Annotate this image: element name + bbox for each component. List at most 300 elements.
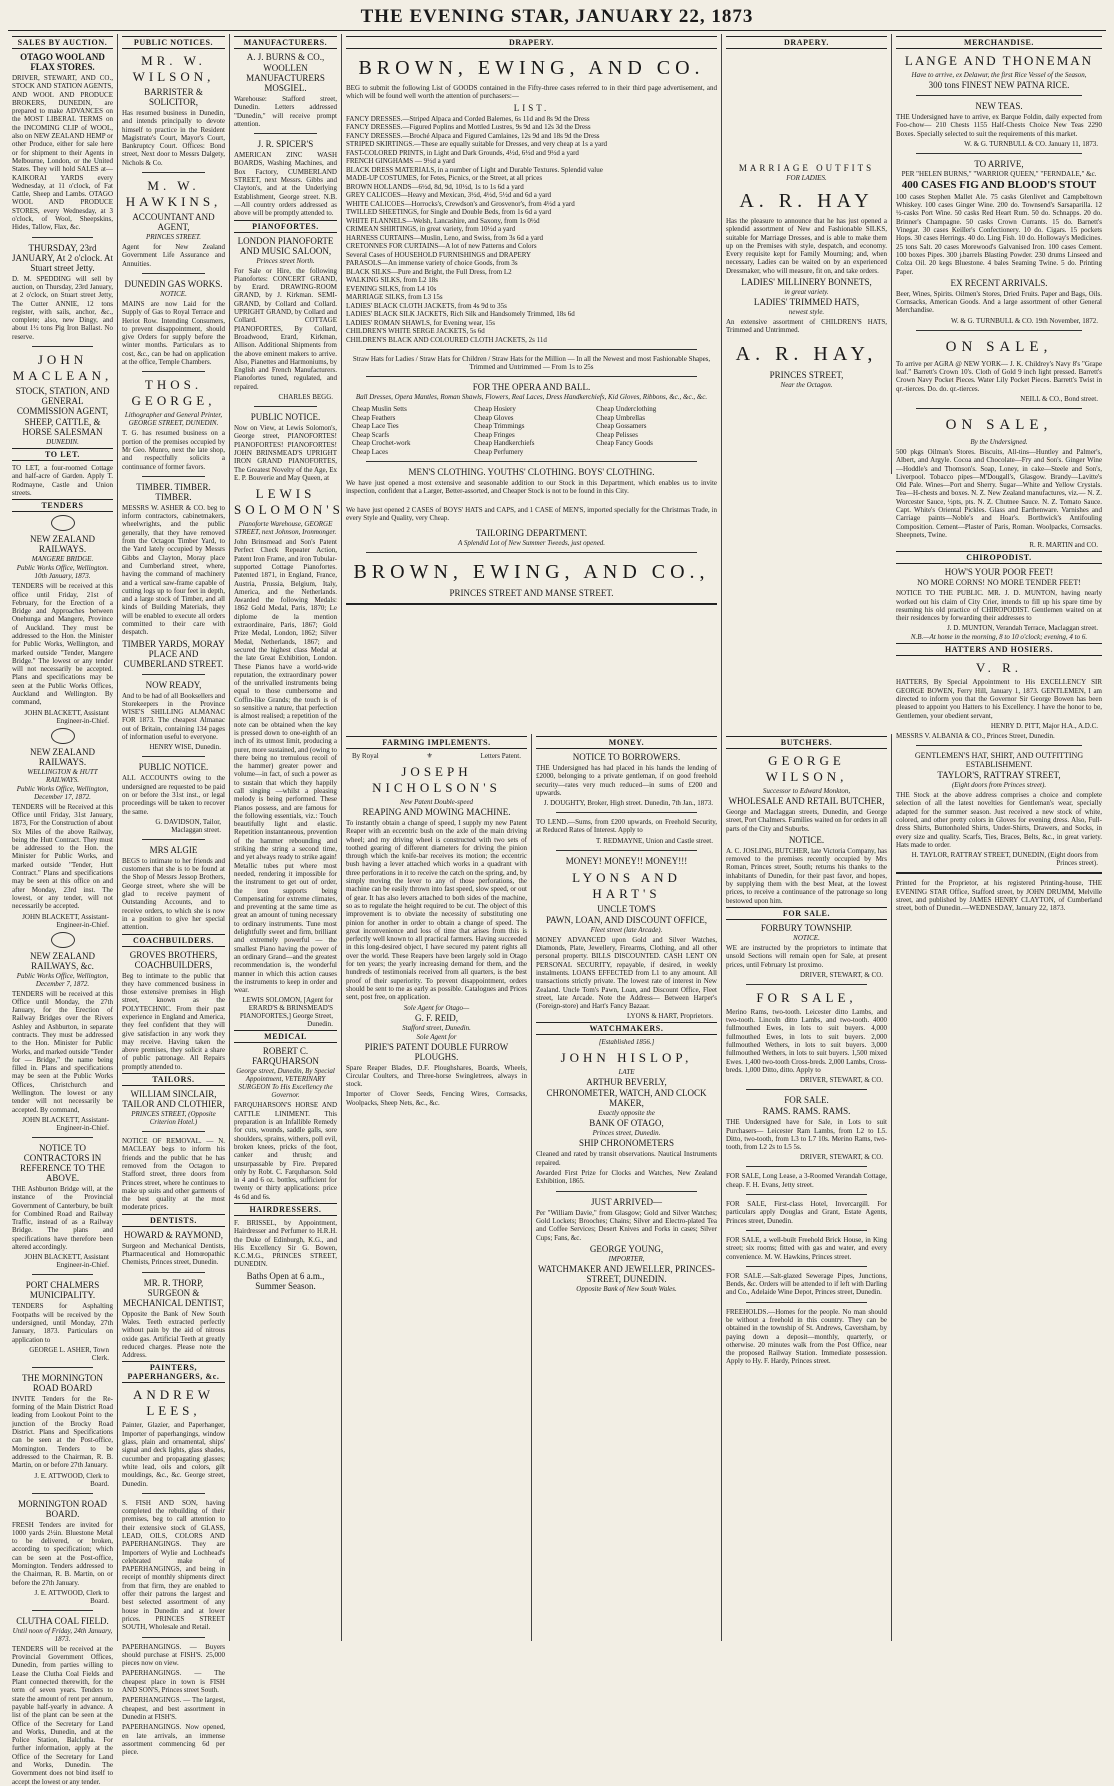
tender-body: TENDERS will be Received at this Office until Friday, 31st January, 1873, For the Construction of about Six Miles of the above Railway, being the Hutt Contract. They must be addressed to the Hon. the Minister for Public Works, and marked outside "Tender, Hutt Contract." Plans and specifications may be seen at this office on and after Monday, 23rd inst. The lowest, or any tender, will not necessarily be accepted. — [12, 802, 113, 911]
list-title: LIST. — [513, 102, 550, 113]
ad-title: NEW TEAS. — [975, 101, 1023, 111]
ad-subtitle: By the Undersigned. — [970, 437, 1028, 446]
divider — [142, 1637, 205, 1638]
ad-body: A. C. JOSLING, BUTCHER, late Victoria Company, has removed to the premises recently occupied by Mrs Roman, Princes street, South; returns his thanks to the inhabitants of Dunedin, for their past favor, and hopes, by supplying them with the best Meat, at the lowest prices, to receive a continuance of the patronage so long bestowed upon him. — [726, 846, 887, 905]
goods-list-item: FANCY DRESSES.—Striped Alpaca and Corded Balernes, 6s 11d and 8s 9d the Dress — [346, 114, 590, 123]
divider — [346, 603, 717, 605]
goods-list-item: STRIPED SKIRTINGS.—These are equally suitable for Dresses, and very cheap at 1s a yard — [346, 140, 608, 149]
tender-title: PORT CHALMERS MUNICIPALITY. — [25, 1280, 100, 1301]
ad-title: A. J. BURNS & CO., — [246, 52, 325, 62]
ad-subtitle: ARTHUR BEVERLY, — [586, 1077, 667, 1088]
tender-subtitle: MANGERE BRIDGE. — [31, 555, 94, 564]
divider — [142, 273, 205, 274]
section-header: MEDICAL — [234, 1030, 337, 1043]
goods-list-item: LADIES' BLACK CLOTH JACKETS, from 4s 9d to 35s — [346, 301, 507, 310]
ad-body: TO LEND.—Sums, from £200 upwards, on Freehold Security, at Reduced Rates of Interest. Apply to — [536, 818, 717, 835]
ad-body: An extensive assortment of CHILDREN'S HATS, Trimmed and Untrimmed. — [726, 318, 887, 335]
ad-title: LEWIS SOLOMON'S — [234, 486, 344, 518]
ad-subtitle: PRINCES STREET, — [769, 369, 844, 380]
ad-title: JUST ARRIVED— — [590, 1196, 663, 1207]
ad-body: S. FISH AND SON, having completed the rebuilding of their premises, beg to call attention to their extensive stock of GLASS, LEAD, OILS, COLORS AND PAPERHANGINGS. They are Importers of Wylie and Lochhead's celebrated make of PAPERHANGINGS, and being in receipt of monthly shipments direct from that firm, they are enabled to offer their patrons the largest and best selected assortment of any house in Dunedin and at lower prices. PRINCES STREET SOUTH, Wholesale and Retail. — [122, 1498, 225, 1632]
ad-body: Painter, Glazier, and Paperhanger, Importer of paperhangings, window glass, plain and ornamental, ships' signal and deck lights, glass shades, cucumber and propagating glasses; white lead, oils and colors, gilt mouldings, &c., &c. George street, Dunedin. — [122, 1421, 225, 1488]
ad-subtitle: STOCK, STATION, AND GENERAL COMMISSION AGENT, — [15, 386, 110, 417]
ad-line: LADIES' TRIMMED HATS, — [753, 297, 860, 308]
ad-signature: W. & G. TURNBULL & CO. 19th November, 1872. — [950, 316, 1098, 325]
ad-body: Merino Rams, two-tooth. Leicester ditto Lambs, and two-tooth. Lincoln ditto Lambs, and two-tooth. 4000 fullmouthed Ewes, in lots to suit buyers. 4,000 fullmouthed Ewes, in lots to suit buyers. 2,000 fullmouthed Wethers, in lots to suit buyers. 3,000 fullmouthed Wethers, in lots to suit buyers. 1,500 mixed Ewes. 1,400 two-tooth Cross-breds. 2,000 Lambs, Cross-breds. 1,000 Ditto, ditto. Apply to — [726, 1007, 887, 1074]
ad-title: MRS ALGIE — [149, 844, 198, 855]
ad-signature: DRIVER, STEWART, & CO. — [799, 1076, 883, 1085]
goods-list-item: MADE-UP COSTUMES, for Fetes, Picnics, or the Street, at all prices — [346, 174, 543, 183]
divider — [746, 1194, 867, 1195]
tender-signature: GEORGE L. ASHER, Town Clerk. — [29, 1345, 109, 1362]
ad-body: AMERICAN ZINC WASH BOARDS, Washing Machines, and Box Factory, CUMBERLAND STREET, next Messrs. Gibbs and Clayton's, and at the Underlying Establishment, George street. N.B.—All country orders addressed as above will be promptly attended to. — [234, 151, 337, 218]
tender-title: THE MORNINGTON ROAD BOARD — [21, 1372, 104, 1393]
ad-signature: DRIVER, STEWART, & CO. — [799, 970, 883, 979]
cheap-list: Cheap Muslin Setts Cheap Feathers Cheap Lace Ties Cheap Scarfs Cheap Crochet-work Cheap Laces — [352, 405, 411, 456]
ad-body: Spare Reaper Blades, D.F. Ploughshares, Boards, Wheels, Circular Coulters, and Three-horse Swingletrees, always in stock. — [346, 1063, 527, 1089]
divider — [32, 346, 93, 347]
ad-line: 300 tons FINEST NEW PATNA RICE. — [928, 80, 1070, 90]
goods-list-item: CRIMEAN SHIRTINGS, in great variety, from 10½d a yard — [346, 225, 516, 234]
goods-list-item: WALKING SILKS, from L2 18s — [346, 276, 438, 285]
ad-title: PUBLIC NOTICE. — [250, 412, 321, 423]
tender-body: FRESH Tenders are invited for 1000 yards 2½in. Bluestone Metal to be delivered, or broken, according to specification; which can be seen at the Post-office, Mornington. Tenders addressed to the Chairman, R. B. Martin, on or before the 27th January. — [12, 1520, 113, 1587]
ad-title: MONEY! MONEY!! MONEY!!! — [565, 855, 688, 866]
goods-list-item: CRETONNES FOR CURTAINS—A lot of new Patterns and Colors — [346, 242, 537, 251]
ad-title: ANDREW LEES, — [132, 1387, 215, 1419]
tender-body: TENDERS will be received at this Office until Monday, the 27th January, for the Erection of Railway Bridges over the Rivers Ashley and Ashburton, in separate contracts. They must be addressed to the Hon. Minister for Public Works, and marked outside "Tender for — Bridge," the name being filled in. Plans and specifications may be seen at the Public Works Offices, Christchurch and Wellington. The lowest or any tender will not necessarily be accepted. By command, — [12, 989, 113, 1114]
goods-list-item: FANCY DRESSES.—Broché Alpaca and Figured Camlaines, 12s 9d and 18s 9d the Dress — [346, 131, 600, 140]
ad-signature: T. REDMAYNE, Union and Castle street. — [595, 836, 713, 845]
ad-line: LADIES' MILLINERY BONNETS, — [741, 277, 872, 288]
ad-title: DUNEDIN GAS WORKS. — [124, 278, 223, 289]
goods-list-item: Several Cases of HOUSEHOLD FURNISHINGS and DRAPERY — [346, 250, 532, 259]
opera-title: FOR THE OPERA AND BALL. — [472, 382, 591, 393]
section-header: BUTCHERS. — [726, 736, 887, 749]
section-header: PAINTERS, PAPERHANGERS, &c. — [122, 1361, 225, 1383]
ad-title: HOW'S YOUR POOR FEET! — [944, 567, 1054, 578]
ad-title: THURSDAY, 23rd JANUARY, At 2 o'clock. At Stuart street Jetty. — [12, 242, 113, 273]
ad-title: GENTLEMEN'S HAT, SHIRT, AND OUTFITTING ESTABLISHMENT. — [914, 751, 1084, 770]
ad-title: FORBURY TOWNSHIP. — [760, 922, 853, 933]
divider — [366, 552, 697, 553]
imprint: Printed for the Proprietor, at his registered Printing-house, THE EVENING STAR Office, Stafford street, by JOHN DRUMM, Melville street, and published by JAMES HENRY CLAYTON, of Cumberland street, both of Dunedin.—WEDNESDAY, January 22, 1873. — [896, 879, 1102, 913]
column-2 — [118, 34, 230, 1757]
divider — [746, 1166, 867, 1167]
divider — [916, 408, 1082, 409]
column-money — [532, 734, 722, 1641]
section-header: MERCHANDISE. — [896, 36, 1102, 49]
divider — [366, 461, 697, 462]
tender-date: Until noon of Friday, 24th January, 1873. — [12, 1626, 113, 1643]
ad-place: Opposite Bank of New South Wales. — [576, 1284, 677, 1293]
ad-subtitle: PAWN, LOAN, AND DISCOUNT OFFICE, — [545, 914, 708, 925]
tender-title: NEW ZEALAND RAILWAYS. — [29, 746, 96, 767]
ad-title: BROWN, EWING, AND CO., — [353, 561, 710, 584]
ad-body: John Brinsmead and Son's Patent Perfect Check Repeater Action, Patent Iron Frame, and iron Tubular-supported Cottage Pianofortes. Patented 1871, in England, France, Austria, Prussia, Belgium, Italy, America, and the Netherlands. Awarded the following Medals: 1862 Gold Medal, Paris, 1870; Le diplome de la mention extraordinaire, Paris, 1867; Gold Prize Medal, London, 1862; Silver Medal, Netherlands, 1867; and secured the highest class Medal at the late Great Exhibition, London. These Pianos have a world-wide reputation, the extraordinary power of the unrivalled instruments being equal to those cumbersome and Coffin-like Grands; the touch is of so sensitive a nature, that perfection is almost realised; a repetition of the note can be obtained when the key is pressed down to one-eighth of an inch of its utmost limit, producing a purer, more sustained, and (owing to there being no tremulous recoil of the hammer) greater power and volume—in fact, of such a power as to sustain that which they happily call singing —whilst a pleasing melody is being performed. These Pianos possess, and are famous for the following essentials, viz.: Touch beautifully light and elastic. Repetition instantaneous, prevention of the hammer rebounding and striking the string a second time, and yet always ready to strike again! Metallic tubes put where most needed, rendering it impossible for the instrument to get out of order, the iron supports being Compensating for extreme climates, and preventing at the same time as great an amount of tuning necessary to ordinary instruments. Tune most delightfully sweet and firm, brilliant and extremely powerful — the smallest Piano having the power of an ordinary Grand—and the greatest recommendation is, the wonderful manner in which this action causes the instruments to keep in order and wear. — [234, 538, 337, 995]
ad-body: T. G. has resumed business on a portion of the premises occupied by Mr Geo. Munro, next the late shop, and respectfully solicits a continuance of former favors. — [122, 429, 225, 471]
ad-body: TO LET, a four-roomed Cottage and half-acre of Garden. Apply T. Rodmayne, Castle and Union streets. — [12, 464, 113, 497]
ad-subtitle: PER "HELEN BURNS," "WARRIOR QUEEN," "FERNDALE," &c. — [901, 169, 1097, 178]
ad-subtitle: Have to arrive, ex Delawur, the first Rice Vessel of the Season, — [911, 71, 1087, 79]
ad-subtitle: PRINCES STREET, (Opposite Criterion Hotel.) — [131, 1110, 216, 1127]
divider — [142, 756, 205, 757]
goods-list-item: BLACK SILKS—Pure and Bright, the Full Dress, from L2 — [346, 267, 512, 276]
divider — [896, 872, 1102, 874]
section-header: PIANOFORTES. — [234, 220, 337, 233]
ad-line: in great variety. — [784, 288, 829, 297]
ad-subtitle: (Eight doors from Princes street). — [951, 781, 1047, 790]
section-header: PUBLIC NOTICES. — [122, 36, 225, 49]
tender-signature: JOHN BLACKETT, Assistant Engineer-in-Chief. — [24, 708, 109, 725]
divider — [142, 839, 205, 840]
ad-title: A. R. HAY, — [735, 342, 878, 365]
ad-subtitle: BARRISTER & SOLICITOR, — [144, 87, 203, 107]
ad-body: DRIVER, STEWART, AND CO., STOCK AND STATION AGENTS, AND WOOL AND PRODUCE BROKERS, DUNEDIN, are prepared to make ADVANCES on the MOST LIBERAL TERMS on the INCOMING CLIP of WOOL, also on NEW ZEALAND HEMP or other Produce, either for sale here or for shipment to their Agents in Melbourne, London, or the United States. They will hold SALES at— KAIKORAI YARDS every Wednesday, at 11 o'clock, of Fat Cattle, Sheep and Lambs. OTAGO WOOL AND PRODUCE STORES, every Wednesday, at 3 o'clock, of Wool, Sheepskins, Hides, Tallow, Flax, &c. — [12, 74, 113, 232]
ad-title: BROWN, EWING, AND CO. — [358, 57, 705, 79]
ad-title: A. R. HAY — [739, 190, 874, 212]
ad-body: Cleaned and rated by transit observations. Nautical Instruments repaired. — [536, 1150, 717, 1167]
ad-subtitle: PRINCES STREET AND MANSE STREET. — [449, 588, 614, 599]
ad-tail: N.B.—At home in the morning, 8 to 10 o'clock; evening, 4 to 6. — [910, 633, 1088, 642]
goods-list-item: MARRIAGE SILKS, from L3 15s — [346, 293, 443, 302]
ad-line: newest style. — [788, 308, 825, 317]
ad-body: 100 cases Stephen Mallet Ale. 75 casks Glenlivet and Campbeltown Whiskey. 100 cases Ginger Wine. 200 do. Townsend's Sarsaparilla. 12 ½-casks Port Wine. 50 casks Red Heart Rum. 50 do. Schnapps. 20 do. Brinner's Champagne. 50 casks Crown Currants. 15 do. Barnett's Vinegar. 30 cases Keiller's Confectionery. 10 do. Cigars. 15 pockets Hops. 30 cases Herrings. 40 do. Ling Fish. 10 do. Holloway's Medicines. 25 tons Salt. 20 cases Morewood's Galvanised Iron. 100 cases Cement. 100 boxes Pipes. 300 j.barrels Blasting Powder. 230 drums Linseed and Colza Oil. 20 kegs Bluestone. 4 bales Seaming Twine. 5 do. Printing Paper. — [896, 192, 1102, 276]
section-header: DRAPERY. — [346, 36, 717, 49]
tender-body: TENDERS will be received at the Provincial Government Offices, Dunedin, from parties willing to Lease the Clutha Coal Fields and Plant connected therewith, for the term of seven years. Tenders to state the amount of rent per annum, payable half-yearly in advance. A list of the plant can be seen at the Office of the Secretary for Land and Works, Dunedin, and at the Police Station, Balclutha. For further information, apply at the Office of the Secretary for Land and Works, Dunedin. The Government does not bind itself to accept the lowest or any tender. — [12, 1644, 113, 1786]
ad-body: FOR SALE, First-class Hotel, Invercargill. For particulars apply Douglas and Grant, Estate Agents, Princes street, Dunedin. — [726, 1200, 887, 1225]
agent-label: Sole Agent for Otago— — [403, 1003, 470, 1012]
divider — [32, 1367, 93, 1368]
tender-body: THE Ashburton Bridge will, at the instance of the Provincial Government of Canterbury, be built for Combined Road and Railway Traffic, instead of as a Railway Bridge. The plans and specifications have therefore been altered accordingly. — [12, 1184, 113, 1252]
cheap-list: Cheap Underclothing Cheap Umbrellas Cheap Gossamers Cheap Pelisses Cheap Fancy Goods — [596, 405, 657, 448]
goods-list-item: WHITE FLANNELS—Welsh, Lancashire, and Saxony, from 1s 0½d — [346, 216, 540, 225]
tender-signature: J. E. ATTWOOD, Clerk to Board. — [34, 1471, 109, 1488]
ad-subtitle: CHRONOMETER, WATCH, AND CLOCK MAKER, — [546, 1088, 707, 1109]
agent-label: Sole Agent for — [416, 1032, 457, 1041]
section-header: TO LET. — [12, 448, 113, 461]
ad-title: NOTICE TO BORROWERS. — [572, 752, 681, 762]
tender-title: CLUTHA COAL FIELD. — [16, 1615, 109, 1626]
ad-signature: LYONS & HART, Proprietors. — [626, 1012, 713, 1021]
ad-body: FOR SALE.—Salt-glazed Sewerage Pipes, Junctions, Bends, &c. Orders will be attended to if left with Darling and Co., Adelaide Wine Depot, Princes street, Dunedin. — [726, 1271, 887, 1297]
tender-body: INVITE Tenders for the Re-forming of the Main District Road leading from Lookout Point to the junction of the Brocky Road District. Plans and Specifications can be seen at the Post-office, Mornington. Tenders to be addressed to the Chairman, R. B. Martin, on or before 27th January. — [12, 1394, 113, 1470]
tender-body: TENDERS will be received at this office until Friday, 21st of February, for the Erection of a Bridge and Approaches between Onehunga and Mangere, Province of Auckland. They must be addressed to the Hon. the Minister for Public Works, Wellington, and marked outside "Tender, Mangere Bridge." The lowest or any tender will not necessarily be accepted. Plans and specifications may be seen at the Public Works Offices, Auckland and Wellington. By command, — [12, 582, 113, 707]
divider — [32, 1274, 93, 1275]
ad-subtitle: George street, Dunedin, By Special Appointment, VETERINARY SURGEON To His Excellency the Governor. — [236, 1067, 335, 1100]
ad-title: NOW READY, — [145, 679, 202, 690]
ad-title: J. R. SPICER'S — [257, 139, 314, 150]
agent-name: G. F. REID, — [414, 1012, 459, 1023]
divider — [254, 133, 317, 134]
goods-list-item: HARNESS CURTAINS—Muslin, Leno, and Swiss, from 3s 6d a yard — [346, 233, 543, 242]
divider — [366, 349, 697, 350]
tender-date: Public Works Office, Wellington, December 7, 1872. — [16, 971, 109, 988]
ad-body: Opposite the Bank of New South Wales. Teeth extracted perfectly without pain by the aid of nitrous oxide gas. Artificial Teeth at greatly reduced charges. Please note the Address. — [122, 1309, 225, 1360]
goods-list-item: FAST-COLORED PRINTS, in Light and Dark Grounds, 4½d, 6½d and 9½d a yard — [346, 148, 579, 157]
goods-list-item: PARASOLS—An immense variety of choice Goods, from 3s — [346, 259, 518, 268]
ad-subtitle: Princes street North. — [256, 256, 315, 265]
divider — [254, 406, 317, 407]
opera-body: Ball Dresses, Opera Mantles, Roman Shawls, Flowers, Real Laces, Dress Handkerchiefs, Kid Gloves, Ribbons, &c., &c., &c. — [355, 393, 708, 402]
goods-list-item: LADIES' ROMAN SHAWLS, for Evening wear, 15s — [346, 318, 495, 327]
ad-signature: CHARLES BEGG. — [278, 393, 333, 402]
ad-headline: 400 CASES FIG AND BLOOD'S STOUT — [901, 178, 1097, 191]
ad-body: To instantly obtain a change of speed, I supply my new Patent Reaper with an eccentric bush on the axle of the main driving wheel; and my driving wheel is constructed with two sets of toothed gearing of different diameters for driving the pinion through which the knife-bar receives its motion; the eccentric bush having a lever attached which works in a quadrant with three perforations in it to receive the catch on the spring, and, by simply moving the lever to any of those perforations, the machine can be easily thrown into fast speed, slow speed, or out of gear. It has also levers attached to both sides of the machine, so as to regulate the height required to be cut. The object of this improvement is to obviate the necessity of substituting one pinion for another in order to obtain a change of speed. The great inconvenience and loss of time that arises from this is perfectly well known to all practical farmers. Having succeeded in this long-desired object, I have secured my patent rights all over the world. These Reapers have been largely sold in Otago for ten years; the yearly increasing demand for them, and the hundreds of testimonials received from all quarters, is the best proof of their superiority. To prevent disappointment, orders should be sent to me as early as possible. Catalogues and Prices sent, post free, on application. — [346, 819, 527, 1002]
ad-place: Princes street, Dunedin. — [592, 1129, 661, 1138]
ad-subtitle: FOR LADIES. — [786, 174, 827, 182]
divider — [746, 1089, 867, 1090]
ad-subtitle: Successor to Edward Monkton, — [762, 787, 851, 795]
ad-body: FOR SALE, a well-built Freehold Brick House, in King street; six rooms; fitted with gas and water, and every convenience. M. W. Hawkins, Princes street. — [726, 1235, 887, 1261]
section-header: HAIRDRESSERS. — [234, 1203, 337, 1216]
ad-title: JOHN MACLEAN, — [12, 352, 113, 384]
ad-signature: HENRY WISE, Dunedin. — [149, 743, 221, 752]
ad-signature: R. R. MARTIN and CO. — [1029, 541, 1098, 550]
ad-body: NOTICE OF REMOVAL. — N. MACLEAY begs to inform his friends and the public that he has removed from the Octagon to Stafford street, three doors from Princes street, where he continues to make up suits and other garments of the best quality at the most moderate prices. — [122, 1137, 225, 1212]
tailoring-body: A Splendid Lot of New Summer Tweeds, just opened. — [457, 539, 606, 548]
divider — [916, 153, 1082, 154]
ad-title: MARRIAGE OUTFITS — [738, 163, 875, 173]
goods-list-item: TWILLED SHEETINGS, for Single and Double Beds, from 1s 6d a yard — [346, 208, 552, 217]
tender-subtitle: WELLINGTON & HUTT RAILWAYS. — [27, 767, 98, 784]
ad-subtitle: SHEEP, CATTLE, & HORSE SALESMAN — [22, 417, 103, 438]
ad-title: ROBERT C. FARQUHARSON — [252, 1046, 319, 1067]
column-1 — [8, 34, 118, 1786]
ad-signature: LEWIS SOLOMON, [Agent for ERARD'S & BRINSMEAD'S PIANOFORTES,] George Street, Dunedin. — [239, 996, 333, 1029]
ad-body: HATTERS, By Special Appointment to His EXCELLENCY SIR GEORGE BOWEN, Ferry Hill, January 1, 1873. GENTLEMEN, I am directed to inform you that the Governor Sir George Bowen has been pleased to appoint you Hatters to his Excellency. I have the honor to be, Gentlemen, your obedient servant, — [896, 678, 1102, 720]
section-header: CHIROPODIST. — [896, 551, 1102, 564]
ad-title: THOS. GEORGE, — [131, 377, 216, 409]
tender-signature: JOHN BLACKETT, Assistant Engineer-in-Chief. — [24, 1253, 109, 1270]
divider — [916, 330, 1082, 331]
divider — [746, 1302, 867, 1303]
ad-body: Agent for New Zealand Government Life Assurance and Annuities. — [122, 243, 225, 268]
cheap-list: Cheap Hosiery Cheap Gloves Cheap Trimmings Cheap Fringes Cheap Handkerchiefs Cheap Perfumery — [474, 405, 535, 456]
royal-crest-icon — [51, 932, 75, 948]
ad-title: M. W. HAWKINS, — [125, 178, 222, 210]
ad-body: Warehouse: Stafford street, Dunedin. Letters addressed "Dunedin," will receive prompt attention. — [234, 95, 337, 128]
ad-signature: J. DOUGHTY, Broker, High street. Dunedin, 7th Jan., 1873. — [543, 799, 713, 808]
ad-body: PAPERHANGINGS. — The largest, cheapest, and best assortment in Dunedin at FISH'S. — [122, 1696, 225, 1721]
ad-body: And to be had of all Booksellers and Storekeepers in the Province WISE'S SHILLING ALMANAC FOR 1873. The cheapest Almanac out of Britain, containing 134 pages of information useful to everyone. — [122, 691, 225, 742]
section-header: SALES BY AUCTION. — [12, 36, 113, 49]
ad-title: ON SALE, — [945, 338, 1053, 355]
ad-tail: Baths Open at 6 a.m., Summer Season. — [246, 1270, 325, 1291]
divider — [142, 674, 205, 675]
ad-title: GROVES BROTHERS, COACHBUILDERS, — [129, 949, 218, 970]
ad-title: NOTICE. — [788, 834, 825, 845]
divider — [916, 95, 1082, 96]
divider — [916, 745, 1082, 746]
ad-body: Importer of Clover Seeds, Fencing Wires, Cornsacks, Woolpacks, Sheep Nets, &c., &c. — [346, 1090, 527, 1107]
ad-body: FARQUHARSON'S HORSE AND CATTLE LINIMENT. This preparation is an Infallible Remedy for cuts, wounds, saddle galls, sore shoulders, sprains, withers, poll evil, broken knees, pricks of the foot, canker and thrush; and unsurpassable by Fire. Prepared only by Robt. C. Farquharson. Sold in 4 and 6 oz. bottles, sufficient for twenty or thirty applications: price 4s 6d and 6s. — [234, 1101, 337, 1201]
ad-body: THE Undersigned has had placed in his hands the lending of £2000, belonging to a private gentleman, if on good freehold security—rates very much reduced—in sums of £200 and upwards. — [536, 764, 717, 797]
established: [Established 1856.] — [598, 1038, 655, 1047]
ad-body: PAPERHANGINGS. — The cheapest place in town is FISH AND SON'S, Princes street South. — [122, 1669, 225, 1695]
ad-body: ALL ACCOUNTS owing to the undersigned are requested to be paid on or before the 31st inst., or legal proceedings will be taken to recover the same. — [122, 774, 225, 816]
tender-title: NOTICE TO CONTRACTORS IN REFERENCE TO THE ABOVE. — [19, 1142, 105, 1183]
ad-body: THE Stock at the above address comprises a choice and complete selection of all the latest novelties for Gentleman's wear, specially adapted for the summer season. Just received a new stock of white, colored, and other pretty colors in Gloves for evening dress. Also, Full-dress Shirts, Buttonholed Shirts, Under-Shirts, Drawers, and Socks, in every size and quality. Scarfs, Ties, Braces, Belts, &c., in great variety. Hats made to order. — [896, 791, 1102, 849]
royal-crest-icon — [51, 728, 75, 744]
ad-body: MESSRS V. ALBANIA & CO., Princes Street, Dunedin. — [896, 731, 1055, 740]
divider — [32, 1493, 93, 1494]
ad-body: Awarded First Prize for Clocks and Watches, New Zealand Exhibition, 1865. — [536, 1169, 717, 1186]
ad-body: Now on View, at Lewis Solomon's, George street, PIANOFORTES! PIANOFORTES! PIANOFORTES! JOHN BRINSMEAD'S UPRIGHT IRON GRAND PIANOFORTES, The Greatest Novelty of the Age, Ex E. P. Bouverie and May Queen, at — [234, 424, 337, 482]
columns — [8, 34, 1106, 1786]
ad-body: BEGS to intimate to her friends and customers that she is to be found at the Shop of Messrs Jessop Brothers, George street, where she will be glad to receive payment of Outstanding Accounts, and to receive orders, to which she is now in a position to give her special attention. — [122, 856, 225, 932]
tender-date: Public Works Office, Wellington, December 17, 1872. — [16, 784, 109, 801]
ad-subtitle: IMPORTER, — [608, 1254, 645, 1263]
ad-title: JOHN HISLOP, — [560, 1050, 693, 1066]
ad-title: WILLIAM SINCLAIR, TAILOR AND CLOTHIER, — [122, 1089, 225, 1110]
ad-title: MR. R. THORP, SURGEON & MECHANICAL DENTIST, — [123, 1277, 224, 1308]
goods-list-item: LADIES' BLACK SILK JACKETS, Rich Silk and Handsomely Trimmed, 18s 6d — [346, 310, 575, 319]
ad-body: FREEHOLDS.—Homes for the people. No man should be without a freehold in this country. They can be obtained in the township of St. Andrews, Caversham, by paying down a deposit—monthly, quarterly, or otherwise. 20 minutes walk from the Post Office, near the proposed Railway Station. Immediate possession. Apply to Hy. F. Hardy, Princes street. — [726, 1307, 887, 1366]
ad-place: Near the Octagon. — [780, 380, 833, 389]
ad-signature: DRIVER, STEWART, & CO. — [799, 1153, 883, 1162]
goods-list-item: CHILDREN'S BLACK AND COLOURED CLOTH JACKETS, 2s 11d — [346, 335, 547, 344]
ad-title: PUBLIC NOTICE. — [138, 762, 209, 773]
section-header: FARMING IMPLEMENTS. — [346, 736, 527, 749]
ad-title: FOR SALE, — [756, 989, 857, 1005]
divider — [142, 172, 205, 173]
section-header: COACHBUILDERS. — [122, 934, 225, 947]
tender-signature: JOHN BLACKETT, Assistant-Engineer-in-Chief. — [22, 1115, 109, 1132]
ad-line: BANK OF OTAGO, — [589, 1118, 664, 1129]
section-header: HATTERS AND HOSIERS. — [896, 643, 1102, 656]
tender-signature: J. E. ATTWOOD, Clerk to Board. — [34, 1588, 109, 1605]
divider — [142, 371, 205, 372]
tender-title: NEW ZEALAND RAILWAYS, &c. — [29, 950, 96, 971]
tender-body: TENDERS for Asphalting Footpaths will be received by the undersigned, until Monday, 27th January, 1873. Particulars on application to — [12, 1302, 113, 1344]
section-header: MANUFACTURERS. — [234, 36, 337, 49]
plough-title: PIRIE'S PATENT DOUBLE FURROW PLOUGHS. — [364, 1041, 509, 1062]
ad-body: Surgeon and Mechanical Dentists, Pharmaceutical and Homœopathic Chemists, Princes street, Dunedin. — [122, 1241, 225, 1267]
ad-subtitle: RAMS. RAMS. RAMS. — [762, 1106, 851, 1117]
ad-signature: G. DAVIDSON, Tailor, Maclaggan street. — [155, 817, 221, 834]
ad-body: 500 pkgs Oilman's Stores. Biscuits, All-tins—Huntley and Palmer's, Albert, and Argyle. Cocoa and Chocolate—Fry and Son's. Ginger Wine—Hoddle's and Thomson's. Soap, Loney, in cake—Steele and Son's, Liverpool. Tobacco pipes—M'Dougall's, Glasgow. Brandy—Lavitte's Old Pale. Wines—Port and Sherry. Sugar—White and Yellow Crystals. Tea—H-chests and boxes. N. Z. New Zealand manufactures, viz.— N. Z. Worcester Sauce, ½pts, pts. N. Z. Chutnee Sauce. N. Z. Tomato Sauce. Capt. White's Oriental Pickles. Glass and Earthenware. Varnishes and Carriage paints—Noble's and Hoar's. Borthwick's Antifouling Composition. Cement—Plaster of Paris, Roman. Woolpacks, Cornsacks. Sheepnets, Twine. — [896, 447, 1102, 539]
ad-body: Has the pleasure to announce that he has just opened a splendid assortment of New and Fashionable SILKS, suitable for Marriage Dresses, and is able to make them up on the Premises with style, despatch, and economy. Every requisite kept for Family Mourning; and, when necessary, Ladies can be waited on by an experienced Dressmaker, who will measure, fit on, and take orders. — [726, 217, 887, 275]
ad-body: FOR SALE, Long Lease, a 3-Roomed Verandah Cottage, cheap. F. H. Evans, Jetty street. — [726, 1172, 887, 1189]
ad-body: George and Maclaggan streets, Dunedin, and George street, Port Chalmers. Families waited on for orders in all parts of the City and Suburbs. — [726, 808, 887, 833]
ad-title: OTAGO WOOL AND FLAX STORES. — [20, 52, 105, 72]
ad-line: Exactly opposite the — [598, 1109, 655, 1118]
column-butchers — [722, 734, 892, 1641]
section-header: TENDERS — [12, 499, 113, 512]
ad-signature: NEILL & CO., Bond street. — [1020, 394, 1098, 403]
goods-list-item: BLACK DRESS MATERIALS, in a number of Light and Durable Textures. Splendid value — [346, 165, 603, 174]
ad-title: JOSEPH NICHOLSON'S — [372, 764, 501, 795]
section-header: DRAPERY. — [726, 36, 887, 49]
ad-subtitle: Lithographer and General Printer, GEORGE STREET, DUNEDIN. — [124, 411, 223, 428]
divider — [32, 1137, 93, 1138]
ad-subtitle: UNCLE TOM'S — [597, 903, 656, 914]
column-3 — [230, 34, 342, 1641]
goods-list-item: WHITE CALICOES—Horrocks's, Crewdson's and Grosvenor's, from 4½d a yard — [346, 199, 575, 208]
ad-subtitle: EX RECENT ARRIVALS. — [950, 277, 1048, 288]
ad-title: FOR SALE. — [784, 1095, 829, 1106]
ad-title: GEORGE WILSON, — [765, 753, 848, 784]
ad-body: PAPERHANGINGS. — Buyers should purchase at FISH'S. 25,000 pieces now on view. — [122, 1642, 225, 1668]
ad-body: NOTICE TO THE PUBLIC. MR. J. D. MUNTON, having nearly worked out his claim of City Crier, intends to fill up his spare time by resuming his old practice of CHIROPODIST. Gentlemen waited on at their residences by forwarding their addresses to — [896, 589, 1102, 623]
ad-title: LANGE AND THONEMAN — [904, 53, 1094, 68]
royal-arms-icon: ⚜ — [426, 752, 433, 760]
divider — [32, 237, 93, 238]
ad-title: TIMBER. TIMBER. TIMBER. — [136, 481, 211, 502]
divider — [142, 476, 205, 477]
goods-list-item: EVENING SILKS, from L4 10s — [346, 284, 437, 293]
ad-late: LATE — [618, 1068, 635, 1077]
divider — [556, 850, 697, 851]
ad-body: THE Undersigned have for Sale, in Lots to suit Purchasers— Leicester Ram Lambs, from L2 to L5. Ditto, two-tooth, from L3 to L7 10s. Merino Rams, two-tooth, from L2 2s to L5 5s. — [726, 1118, 887, 1152]
ad-place: Fleet street (late Arcade). — [590, 925, 663, 934]
mens-body: We have just opened a most extensive and seasonable addition to our Stock in this Department, which enables us to invite inspection, confident that a Larger, Better-assorted, and Cheaper Stock is not to be found in this City. — [346, 479, 717, 496]
divider — [556, 1191, 697, 1192]
section-header: TAILORS. — [122, 1073, 225, 1086]
tender-date: Public Works Office, Wellington. 10th January, 1873. — [16, 564, 109, 581]
ad-body: MAINS are now Laid for the Supply of Gas to Royal Terrace and Heriot Row. Intending Consumers, to prevent disappointment, should give Orders for supply before the winter months. Particulars as to cost, &c., can be had on application at the office, Temple Chambers. — [122, 299, 225, 367]
ad-title: MR. W. WILSON, — [132, 53, 215, 84]
ad-title: V. R. — [975, 660, 1023, 676]
ad-signature: H. TAYLOR, RATTRAY STREET, DUNEDIN, (Eight doors from Princes street). — [911, 851, 1098, 868]
goods-list-item: CHILDREN'S WHITE SERGE JACKETS, 5s 6d — [346, 327, 485, 336]
ad-body: THE Undersigned have to arrive, ex Barque Foldin, daily expected from Foo-chow— 210 Chests 1155 Half-Chests Choice New Teas 2290 Boxes. Specially selected to suit the requirements of this market. — [896, 113, 1102, 138]
ad-title: LONDON PIANOFORTE AND MUSIC SALOON, — [237, 235, 334, 256]
tender-title: MORNINGTON ROAD BOARD. — [17, 1498, 108, 1519]
masthead: THE EVENING STAR, JANUARY 22, 1873 — [8, 4, 1106, 31]
ad-subtitle: New Patent Double-speed — [399, 798, 474, 806]
section-header: MONEY. — [536, 736, 717, 749]
ad-body: MONEY ADVANCED upon Gold and Silver Watches, Diamonds, Plate, Jewellery, Firearms, Clothing, and all other personal property. BILLS DISCOUNTED. CASH LENT ON PERSONAL SECURITY, repayable, if desired, in weekly instalments. LOANS EFFECTED from L1 to any amount. All transactions strictly private. The lowest rate of interest in New Zealand. Uncle Tom's Pawn, Loan, and Discount Office, Fleet street, late Arcade. Note the Address— Between Harper's (Foreign-store) and Hart's Fancy Bazaar. — [536, 935, 717, 1011]
goods-list-item: FANCY DRESSES.—Figured Poplins and Mottled Lustres, 9s 9d and 12s 3d the Dress — [346, 123, 591, 132]
ad-signature: J. D. MUNTON, Verandah Terrace, Maclaggan street. — [947, 624, 1098, 633]
goods-list-item: BROWN HOLLANDS—6½d, 8d, 9d, 10½d, 1s to 1s 6d a yard — [346, 182, 524, 191]
divider — [746, 984, 867, 985]
ad-body: Has resumed business in Dunedin, and intends principally to devote himself to practice in the Resident Magistrate's Court, Mayor's Court, Bankruptcy Court. Offices: Bond street, Next door to Messrs Dalgety, Nichols & Co. — [122, 109, 225, 167]
ad-body: Beer, Wines, Spirits. Oilmen's Stores, Dried Fruits. Paper and Bags, Oils. Cornsacks, American Goods. And a large assortment of other General Merchandise. — [896, 289, 1102, 315]
cheap-goods — [352, 405, 711, 456]
ad-signature: W. & G. TURNBULL & CO. January 11, 1873. — [964, 139, 1098, 148]
tender-signature: JOHN BLACKETT, Assistant-Engineer-in-Chief. — [22, 912, 109, 929]
column-farming — [342, 734, 532, 1641]
by-royal: By Royal — [352, 752, 379, 760]
ad-subtitle: WHOLESALE AND RETAIL BUTCHER, — [728, 796, 885, 806]
goods-list — [346, 115, 717, 345]
section-header: FOR SALE. — [726, 907, 887, 920]
ad-body: WE are instructed by the proprietors to intimate that unsold Sections will remain open for Sale, at present prices, until February 1st proximo. — [726, 943, 887, 969]
ad-subtitle: Pianoforte Warehouse, GEORGE STREET, next Johnson, Ironmonger. — [234, 520, 337, 537]
ad-body: MESSRS W. ASHER & CO. beg to inform contractors, cabinetmakers, wheelwrights, and the public generally, that they have removed from the Octagon Timber Yard, to the Yard lately occupied by Messrs Gibbs and Clayton, Moray place and Cumberland street, where, having the command of machinery and a vertical saw-frame capable of cutting logs up to four feet in depth, and a large stock of Timber, and all kinds of Building Materials, they will be enabled to execute all orders committed to their care with despatch. — [122, 503, 225, 637]
ad-signature: HENRY D. PITT, Major H.A., A.D.C. — [990, 721, 1098, 730]
ad-title: LYONS AND HART'S — [572, 869, 681, 901]
divider — [142, 1493, 205, 1494]
ad-title: TO ARRIVE, — [974, 158, 1024, 169]
ad-subtitle: NO MORE CORNS! NO MORE TENDER FEET! — [917, 578, 1081, 588]
ad-body: To arrive per AGRA @ NEW YORK— J. K. Childrey's Navy 8's "Grape leaf." Barrett's Crown 10's. Cloth of Gold 9 inch light pressed. Barrett's Crown Navy Pocket Pieces. Water Lily Pocket Pieces. Barrett's Twist in qr.-tierces. Do. do. qr.-tierces. — [896, 359, 1102, 393]
divider — [746, 1266, 867, 1267]
ad-subtitle: NOTICE. — [160, 289, 187, 298]
tender-title: NEW ZEALAND RAILWAYS. — [29, 534, 96, 555]
ad-subtitle: WATCHMAKER AND JEWELLER, PRINCES-STREET, DUNEDIN. — [538, 1263, 715, 1284]
column-merchandise — [892, 34, 1106, 1641]
ad-place: DUNEDIN. — [46, 438, 79, 447]
ad-body: For Sale or Hire, the following Pianofortes: CONCERT GRAND, by Erard. DRAWING-ROOM GRAND, by J. Kirkman. SEMI-GRAND, by Collard and Collard. UPRIGHT GRAND, by Collard and Collard. COTTAGE PIANOFORTES, By Collard, Broadwood, Erard, Kirkman, Allison. Additional Shipments from the above eminent makers to arrive. Also, Pianettes and Harmoniums, by English and French Manufacturers. Pianofortes tuned, regulated, and repaired. — [234, 266, 337, 391]
divider — [366, 376, 697, 377]
divider — [32, 1610, 93, 1611]
ad-title: HOWARD & RAYMOND, — [124, 1229, 223, 1240]
goods-list-item: FRENCH GINGHAMS — 9½d a yard — [346, 157, 455, 166]
